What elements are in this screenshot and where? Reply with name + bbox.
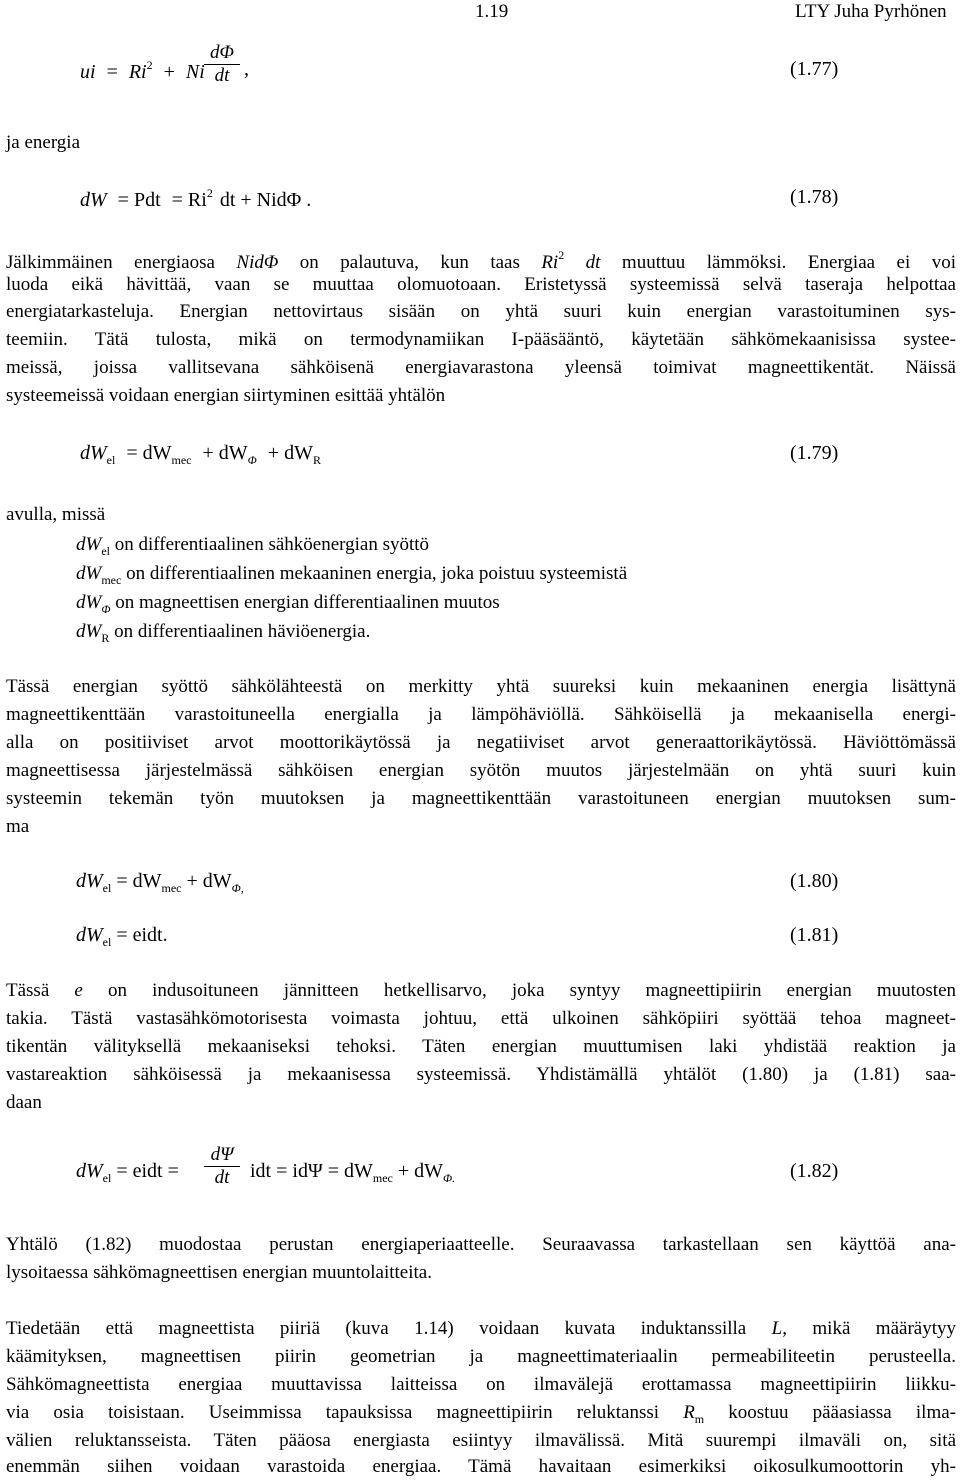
text-line: takia. Tästä vastasähkömotorisesta voimasta johtuu, että ulkoinen sähköpiiri syöttää tehoa magneet- (6, 1008, 956, 1029)
eq-sup: 2 (206, 186, 213, 200)
eq-operator: = (106, 61, 118, 83)
text-line: lysoitaessa sähkömagneettisen energian muuntolaitteita. (6, 1262, 432, 1283)
equation-number: (1.81) (790, 924, 839, 946)
text-line: välien reluktansseista. Täten pääosa energiasta esiintyy ilmavälissä. Mitä suurempi ilmaväli on, sitä (6, 1430, 956, 1451)
equation-number: (1.77) (790, 58, 839, 80)
eq-term: dW (80, 189, 107, 211)
definition-item: $dW_\Phi$ on magneettisen energian differentiaalinen muutos (76, 592, 500, 616)
eq-operator: + (163, 61, 175, 83)
eq-term: ui (80, 61, 96, 83)
text-line: magneettikenttään varastoituneella energialla ja lämpöhäviöllä. Sähköisellä ja mekaanisella energi- (6, 704, 956, 725)
text-line: tikentän välityksellä mekaaniseksi tehoksi. Täten energian muuttumisen laki yhdistää reaktion ja (6, 1036, 956, 1057)
eq-sup: 2 (146, 58, 153, 72)
equation-number: (1.78) (790, 186, 839, 208)
author-header: LTY Juha Pyrhönen (795, 1, 947, 22)
text-line: luoda eikä hävittää, vaan se muuttaa olomuotoaan. Eristetyssä systeemissä selvä taseraja helpottaa (6, 274, 956, 295)
text-line: teemiin. Tätä tulosta, mikä on termodynamiikan I-pääsääntö, käytetään sähkömekaanisissa systee- (6, 329, 956, 350)
fraction (204, 1144, 240, 1189)
eq-term: Ri (128, 61, 147, 83)
eq-term: dt + NidΦ . (219, 189, 312, 211)
eq-term: = Ri (171, 189, 207, 211)
text-line: Yhtälö (1.82) muodostaa perustan energiaperiaatteelle. Seuraavassa tarkastellaan sen käyttöä ana- (6, 1234, 956, 1255)
text-line: systeemin tekemän työn muutoksen ja magneettikenttään varastoituneen energian muutoksen sum- (6, 788, 956, 809)
numerator: dΨ (210, 1144, 234, 1165)
text-line: Jälkimmäinen energiaosa NidΦ on palautuva, kun taas Ri$^2$ dt muuttuu lämmöksi. Energiaa ei voi (6, 248, 956, 273)
eq-term: = Pdt (117, 189, 161, 211)
text-line: ja energia (6, 132, 81, 153)
text-line: käämityksen, magneettisen piirin geometrian ja magneettimateriaalin permeabiliteetin perusteella. (6, 1346, 956, 1367)
equation-number: (1.82) (790, 1160, 839, 1182)
text-line: vastareaktion sähköisessä ja mekaanisessa systeemissä. Yhdistämällä yhtälöt (1.80) ja (1.81) saa- (6, 1064, 956, 1085)
text-line: avulla, missä (6, 504, 106, 525)
page-number: 1.19 (475, 1, 509, 22)
fraction (204, 42, 240, 87)
text-line: energiatarkasteluja. Energian nettovirtaus sisään on yhtä suuri kuin energian varastoituminen sys- (6, 301, 956, 322)
text-line: Tässä e on indusoituneen jännitteen hetkellisarvo, joka syntyy magneettipiirin energian muutosten (6, 980, 956, 1001)
text-line: enemmän siihen voidaan varastoida energiaa. Tämä havaitaan esimerkiksi oikosulkumoottorin yh- (6, 1456, 956, 1477)
text-line: daan (6, 1092, 42, 1113)
eq-punct: , (244, 58, 249, 80)
definition-item: $dW_R$ on differentiaalinen häviöenergia. (76, 621, 371, 645)
definition-item: $dW_{el}$ on differentiaalinen sähköenergian syöttö (76, 534, 430, 558)
text-line: Tässä energian syöttö sähkölähteestä on merkitty yhtä suureksi kuin mekaaninen energia lisättynä (6, 676, 956, 697)
denominator: dt (214, 65, 230, 86)
equation-number: (1.80) (790, 870, 839, 892)
numerator: dΦ (210, 42, 234, 63)
text-line: Sähkömagneettista energiaa muuttavissa laitteissa on ilmavälejä erottamassa magneettipiirin liikku- (6, 1374, 956, 1395)
text-line: via osia toisistaan. Useimmissa tapauksissa magneettipiirin reluktanssi $R_m$ koostuu pääasiassa ilma- (6, 1402, 956, 1426)
denominator: dt (214, 1167, 230, 1188)
text-line: alla on positiiviset arvot moottorikäytössä ja negatiiviset arvot generaattorikäytössä. Häviöttömässä (6, 732, 956, 753)
text-line: Tiedetään että magneettista piiriä (kuva 1.14) voidaan kuvata induktanssilla L, mikä määräytyy (6, 1318, 956, 1339)
text-line: meissä, joissa vallitsevana sähköisenä energiavarastona yleensä toimivat magneettikentät. Näissä (6, 357, 956, 378)
text-line: ma (6, 816, 30, 837)
text-line: systeemeissä voidaan energian siirtyminen esittää yhtälön (6, 385, 446, 406)
definition-item: $dW_{mec}$ on differentiaalinen mekaaninen energia, joka poistuu systeemistä (76, 563, 628, 587)
equation-number: (1.79) (790, 442, 839, 464)
eq-term: Ni (185, 61, 205, 83)
text-line: magneettisessa järjestelmässä sähköisen energian syötön muutos järjestelmään on yhtä suuri kuin (6, 760, 956, 781)
